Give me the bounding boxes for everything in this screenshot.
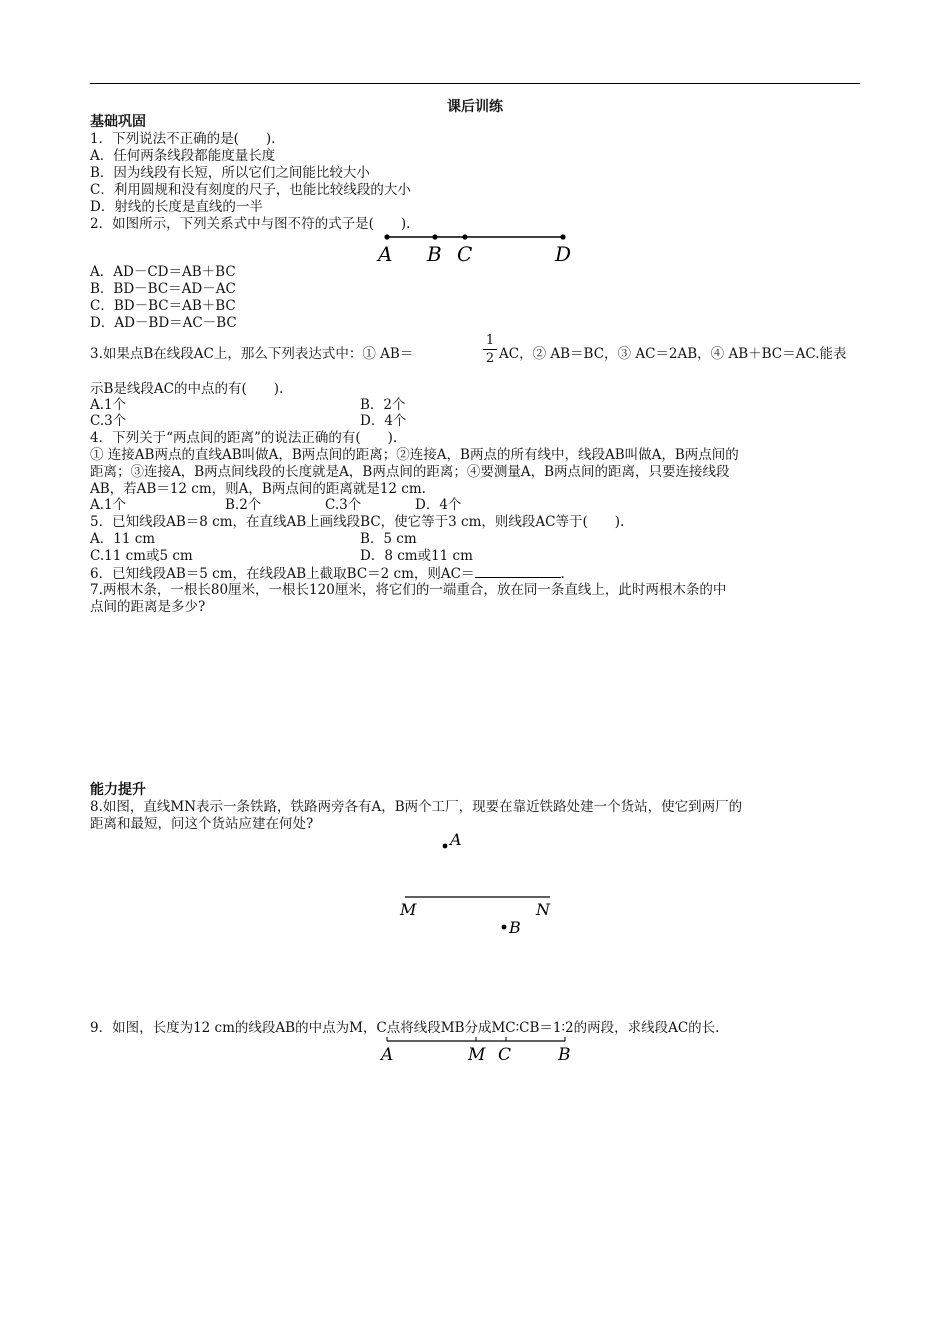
q9-label-a: A <box>381 1045 394 1065</box>
q2-label-d: D <box>555 242 572 266</box>
q4-option-d: D．4个 <box>415 497 462 513</box>
q8-label-a: A <box>450 830 462 849</box>
q4-option-c: C.3个 <box>325 497 362 513</box>
q9-figure <box>375 1036 575 1066</box>
q8-label-m: M <box>400 900 417 919</box>
page-title: 课后训练 <box>447 99 503 115</box>
q1-option-a: A．任何两条线段都能度量长度 <box>90 148 276 164</box>
q4-option-b: B.2个 <box>225 497 262 513</box>
q8-figure <box>390 828 570 938</box>
q9-label-c: C <box>498 1045 512 1065</box>
q7-line2: 点间的距离是多少? <box>90 599 206 615</box>
q8-label-b: B <box>509 918 521 937</box>
q2-option-a: A．AD－CD＝AB＋BC <box>90 264 236 280</box>
q3-frac-num: 1 <box>485 333 495 348</box>
q1-option-d: D．射线的长度是直线的一半 <box>90 199 263 215</box>
q2-option-d: D．AD－BD＝AC－BC <box>90 315 237 331</box>
q2-label-a: A <box>378 242 393 266</box>
q6-answer-blank[interactable] <box>475 565 561 578</box>
q3-frac-den: 2 <box>485 351 495 366</box>
q9-stem: 9．如图，长度为12 cm的线段AB的中点为M，C点将线段MB分成MC∶CB＝1∶2的两段，求线段AC的长. <box>90 1020 720 1036</box>
q1-option-c: C．利用圆规和没有刻度的尺子，也能比较线段的大小 <box>90 182 411 198</box>
q3-line2: 示B是线段AC的中点的有( ). <box>90 381 284 397</box>
q4-line2: 距离；③连接A，B两点间线段的长度就是A，B两点间的距离；④要测量A，B两点间的距离，只要连接线段 <box>90 464 730 480</box>
q9-label-b: B <box>558 1045 571 1065</box>
q8-line2: 距离和最短，问这个货站应建在何处? <box>90 816 314 832</box>
q5-option-d: D．8 cm或11 cm <box>360 548 473 564</box>
q7-line1: 7.两根木条，一根长80厘米，一根长120厘米，将它们的一端重合，放在同一条直线上，此时两根木条的中 <box>90 582 727 598</box>
q2-label-c: C <box>457 242 473 266</box>
q8-line1: 8.如图，直线MN表示一条铁路，铁路两旁各有A，B两个工厂，现要在靠近铁路处建一个货站，使它到两厂的 <box>90 799 743 815</box>
q3-part2: AC，② AB＝BC，③ AC＝2AB，④ AB＋BC＝AC.能表 <box>499 346 847 362</box>
q2-option-b: B．BD－BC＝AD－AC <box>90 281 236 297</box>
q6-text: 6．已知线段AB＝5 cm，在线段AB上截取BC＝2 cm，则AC＝ <box>90 566 475 582</box>
q4-option-a: A.1个 <box>90 497 127 513</box>
q5-option-b: B．5 cm <box>360 531 417 547</box>
q3-option-c: C.3个 <box>90 413 127 429</box>
q4-line1: ① 连接AB两点的直线AB叫做A，B两点间的距离；②连接A，B两点的所有线中，线段AB叫做A，B两点间的 <box>90 447 739 463</box>
q3-option-d: D．4个 <box>360 413 407 429</box>
q2-label-b: B <box>427 242 442 266</box>
q1-option-b: B．因为线段有长短，所以它们之间能比较大小 <box>90 165 370 181</box>
q3-fraction <box>483 333 497 366</box>
q5-option-a: A．11 cm <box>90 531 156 547</box>
q3-option-a: A.1个 <box>90 397 127 413</box>
q4-stem: 4．下列关于“两点间的距离”的说法正确的有( ). <box>90 430 398 446</box>
section-advanced: 能力提升 <box>90 782 146 798</box>
top-rule <box>90 83 860 84</box>
q2-figure <box>370 228 590 268</box>
q2-stem: 2．如图所示，下列关系式中与图不符的式子是( ). <box>90 216 411 232</box>
q9-label-m: M <box>468 1045 486 1065</box>
q1-stem: 1．下列说法不正确的是( ). <box>90 131 276 147</box>
section-basic: 基础巩固 <box>90 114 146 130</box>
q5-stem: 5．已知线段AB＝8 cm，在直线AB上画线段BC，使它等于3 cm，则线段AC等于( ). <box>90 514 625 530</box>
q6-end: . <box>560 566 565 582</box>
q4-line3: AB，若AB＝12 cm，则A，B两点间的距离就是12 cm. <box>90 481 426 497</box>
q8-label-n: N <box>536 900 550 919</box>
q3-part1: 3.如果点B在线段AC上，那么下列表达式中：① AB＝ <box>90 346 414 362</box>
q2-option-c: C．BD－BC＝AB＋BC <box>90 298 236 314</box>
q6-stem <box>90 565 565 583</box>
q3-option-b: B．2个 <box>360 397 406 413</box>
q5-option-c: C.11 cm或5 cm <box>90 548 193 564</box>
